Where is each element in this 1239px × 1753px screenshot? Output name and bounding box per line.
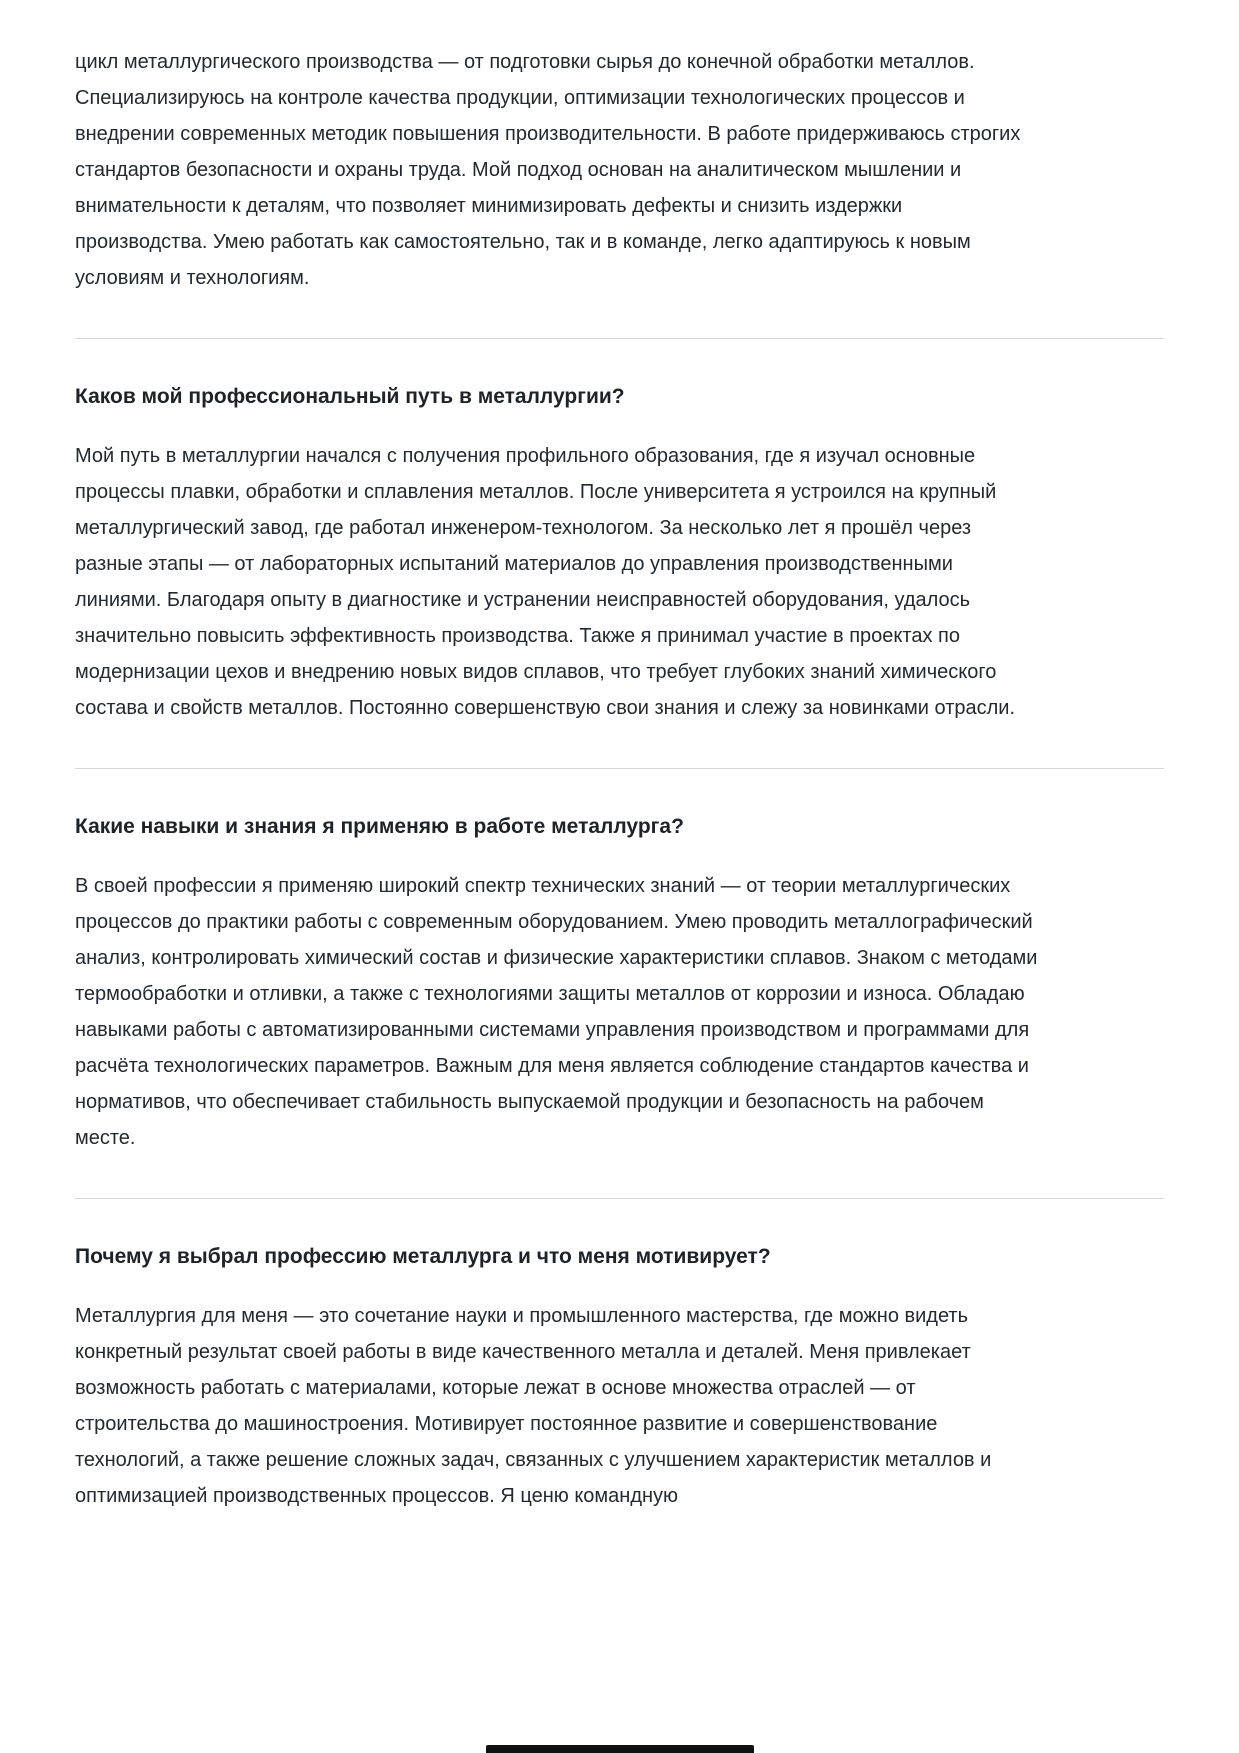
section-body: Мой путь в металлургии начался с получения профильного образования, где я изучал основные процессы плавки, обработки и сплавления металлов. После университета я устроился на крупный металлургический завод, где работал инженером-технологом. За несколько лет я прошёл через разные этапы — от лабораторных испытаний материалов до управления производственными линиями. Благодаря опыту в диагностике и устранении неисправностей оборудования, удалось значительно повысить эффективность производства. Также я принимал участие в проектах по модернизации цехов и внедрению новых видов сплавов, что требует глубоких знаний химического состава и свойств металлов. Постоянно совершенствую свои знания и слежу за новинками отрасли. (75, 445, 1015, 719)
section-body: Металлургия для меня — это сочетание науки и промышленного мастерства, где можно видеть конкретный результат своей работы в виде качественного металла и деталей. Меня привлекает возможность работать с материалами, которые лежат в основе множества отраслей — от строительства до машиностроения. Мотивирует постоянное развитие и совершенствование технологий, а также решение сложных задач, связанных с улучшением характеристик металлов и оптимизацией производственных процессов. Я ценю командную (75, 1305, 992, 1507)
section-body: В своей профессии я применяю широкий спектр технических знаний — от теории металлургических процессов до практики работы с современным оборудованием. Умею проводить металлографический анализ, контролировать химический состав и физические характеристики сплавов. Знаком с методами термообработки и отливки, а также с технологиями защиты металлов от коррозии и износа. Обладаю навыками работы с автоматизированными системами управления производством и программами для расчёта технологических параметров. Важным для меня является соблюдение стандартов качества и нормативов, что обеспечивает стабильность выпускаемой продукции и безопасность на рабочем месте. (75, 875, 1038, 1149)
bottom-edge-bar (486, 1745, 754, 1753)
section-career-path (75, 383, 1164, 726)
section-skills (75, 813, 1164, 1156)
intro-paragraph: цикл металлургического производства — от подготовки сырья до конечной обработки металлов. Специализируюсь на контроле качества продукции, оптимизации технологических процессов и внедрении современных методик повышения производительности. В работе придерживаюсь строгих стандартов безопасности и охраны труда. Мой подход основан на аналитическом мышлении и внимательности к деталям, что позволяет минимизировать дефекты и снизить издержки производства. Умею работать как самостоятельно, так и в команде, легко адаптируюсь к новым условиям и технологиям. (75, 51, 1021, 289)
section-motivation (75, 1243, 1164, 1514)
section-heading: Каков мой профессиональный путь в металлургии? (75, 385, 625, 408)
section-divider (75, 1198, 1164, 1199)
section-heading: Какие навыки и знания я применяю в работе металлурга? (75, 815, 684, 838)
section-divider (75, 338, 1164, 339)
section-heading: Почему я выбрал профессию металлурга и что меня мотивирует? (75, 1245, 771, 1268)
section-divider (75, 768, 1164, 769)
